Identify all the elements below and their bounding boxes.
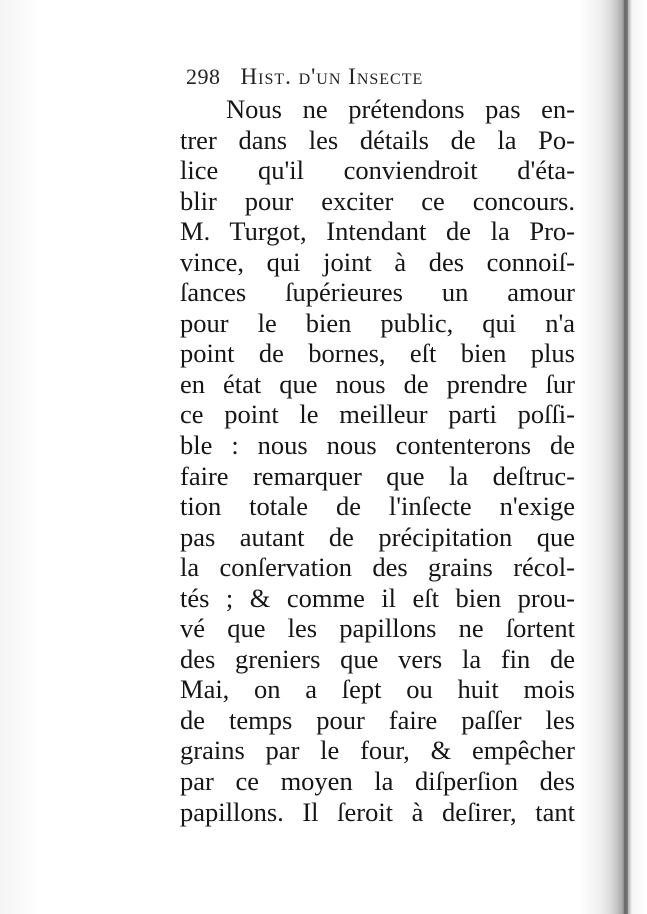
running-head — [186, 62, 575, 92]
text-line: ble : nous nous contenterons de — [180, 430, 575, 461]
text-line: M. Turgot, Intendant de la Pro- — [180, 216, 575, 247]
book-page — [180, 62, 575, 827]
text-line: trer dans les détails de la Po- — [180, 124, 575, 155]
text-line: faire remarquer que la deſtruc- — [180, 460, 575, 491]
text-line: pour le bien public, qui n'a — [180, 307, 575, 338]
text-line: vé que les papillons ne ſortent — [180, 613, 575, 644]
text-line: Mai, on a ſept ou huit mois — [180, 674, 575, 705]
text-line: papillons. Il ſeroit à deſirer, tant — [180, 796, 575, 827]
text-line: ce point le meilleur parti poſſi- — [180, 399, 575, 430]
text-line: ſances ſupérieures un amour — [180, 277, 575, 308]
body-text — [180, 94, 575, 827]
text-line: blir pour exciter ce concours. — [180, 185, 575, 216]
text-line: lice qu'il conviendroit d'éta- — [180, 155, 575, 186]
page-number: 298 — [186, 64, 221, 89]
text-line: pas autant de précipitation que — [180, 521, 575, 552]
text-line: par ce moyen la diſperſion des — [180, 766, 575, 797]
text-line: des greniers que vers la fin de — [180, 643, 575, 674]
text-line: tés ; & comme il eſt bien prou- — [180, 582, 575, 613]
text-line: point de bornes, eſt bien plus — [180, 338, 575, 369]
text-line: de temps pour faire paſſer les — [180, 704, 575, 735]
text-line: grains par le four, & empêcher — [180, 735, 575, 766]
facing-page-edge — [624, 0, 626, 914]
text-line: tion totale de l'inſecte n'exige — [180, 491, 575, 522]
text-line: vince, qui joint à des connoiſ- — [180, 246, 575, 277]
running-title: Hist. d'un Insecte — [240, 64, 424, 89]
text-line: la conſervation des grains récol- — [180, 552, 575, 583]
text-line: Nous ne prétendons pas en- — [226, 94, 575, 124]
text-line: en état que nous de prendre ſur — [180, 368, 575, 399]
